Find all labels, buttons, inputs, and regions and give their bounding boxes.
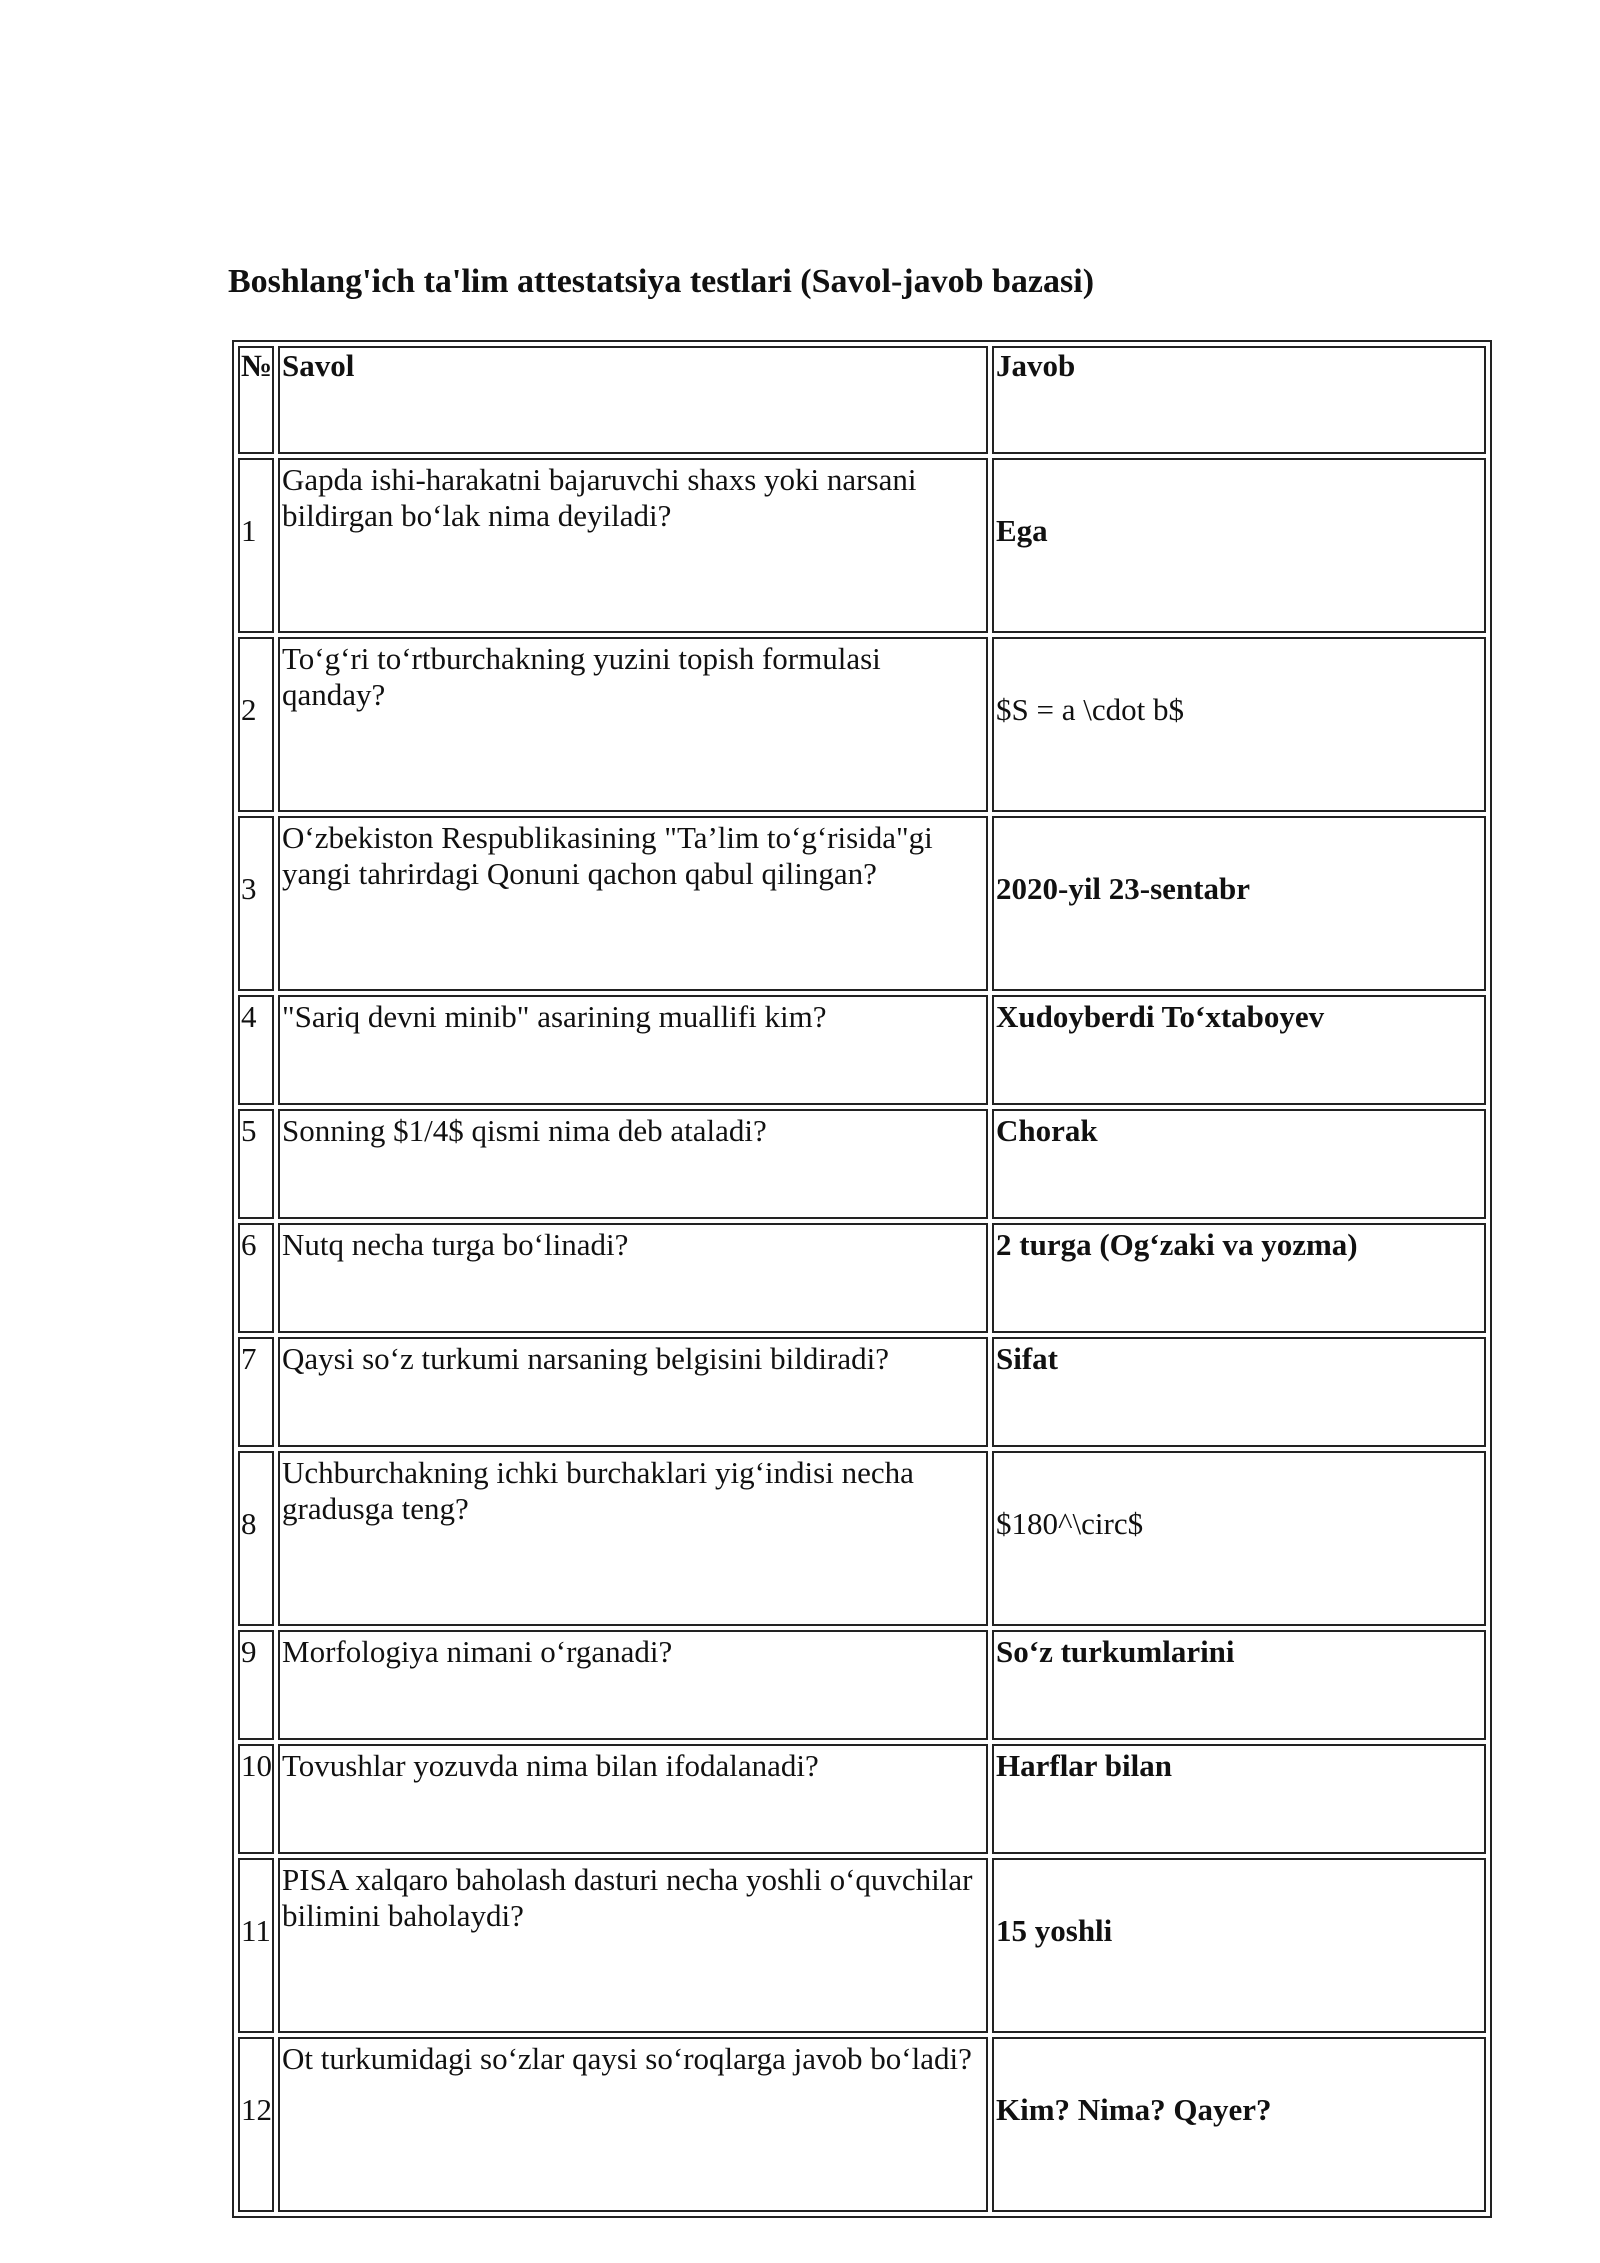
row-answer: Ega [992, 458, 1486, 633]
row-answer: 2020-yil 23-sentabr [992, 816, 1486, 991]
row-question: Nutq necha turga bo‘linadi? [278, 1223, 988, 1333]
row-answer: So‘z turkumlarini [992, 1630, 1486, 1740]
row-question: Qaysi so‘z turkumi narsaning belgisini bildiradi? [278, 1337, 988, 1447]
row-answer: Kim? Nima? Qayer? [992, 2037, 1486, 2212]
row-question: Gapda ishi-harakatni bajaruvchi shaxs yoki narsani bildirgan bo‘lak nima deyiladi? [278, 458, 988, 633]
row-number: 10 [238, 1744, 274, 1854]
table-row [238, 995, 1486, 1105]
row-number: 12 [238, 2037, 274, 2212]
row-answer: Harflar bilan [992, 1744, 1486, 1854]
table-row [238, 1451, 1486, 1626]
row-number: 5 [238, 1109, 274, 1219]
row-question: Tovushlar yozuvda nima bilan ifodalanadi? [278, 1744, 988, 1854]
table-row [238, 1744, 1486, 1854]
row-number: 1 [238, 458, 274, 633]
table-row [238, 1630, 1486, 1740]
qa-table [232, 340, 1492, 2218]
table-row [238, 2037, 1486, 2212]
row-question: Uchburchakning ichki burchaklari yig‘indisi necha gradusga teng? [278, 1451, 988, 1626]
table-row [238, 1337, 1486, 1447]
header-number: № [238, 346, 274, 454]
page-title: Boshlang'ich ta'lim attestatsiya testlari (Savol-javob bazasi) [228, 263, 1095, 300]
row-answer: Xudoyberdi To‘xtaboyev [992, 995, 1486, 1105]
row-number: 7 [238, 1337, 274, 1447]
row-question: Sonning $1/4$ qismi nima deb ataladi? [278, 1109, 988, 1219]
row-question: O‘zbekiston Respublikasining "Ta’lim to‘g‘risida"gi yangi tahrirdagi Qonuni qachon qabul qilingan? [278, 816, 988, 991]
row-answer: Sifat [992, 1337, 1486, 1447]
row-number: 6 [238, 1223, 274, 1333]
row-number: 2 [238, 637, 274, 812]
row-number: 3 [238, 816, 274, 991]
table-row [238, 637, 1486, 812]
row-number: 4 [238, 995, 274, 1105]
row-number: 8 [238, 1451, 274, 1626]
row-question: Morfologiya nimani o‘rganadi? [278, 1630, 988, 1740]
qa-table-body [238, 346, 1486, 2212]
table-row [238, 816, 1486, 991]
row-number: 9 [238, 1630, 274, 1740]
row-question: PISA xalqaro baholash dasturi necha yoshli o‘quvchilar bilimini baholaydi? [278, 1858, 988, 2033]
row-question: To‘g‘ri to‘rtburchakning yuzini topish formulasi qanday? [278, 637, 988, 812]
row-answer: Chorak [992, 1109, 1486, 1219]
table-row [238, 458, 1486, 633]
header-question: Savol [278, 346, 988, 454]
header-answer: Javob [992, 346, 1486, 454]
table-row [238, 1223, 1486, 1333]
row-question: Ot turkumidagi so‘zlar qaysi so‘roqlarga javob bo‘ladi? [278, 2037, 988, 2212]
row-answer: $180^\circ$ [992, 1451, 1486, 1626]
table-header-row [238, 346, 1486, 454]
row-answer: $S = a \cdot b$ [992, 637, 1486, 812]
row-answer: 2 turga (Og‘zaki va yozma) [992, 1223, 1486, 1333]
row-question: "Sariq devni minib" asarining muallifi kim? [278, 995, 988, 1105]
row-answer: 15 yoshli [992, 1858, 1486, 2033]
table-row [238, 1109, 1486, 1219]
row-number: 11 [238, 1858, 274, 2033]
table-row [238, 1858, 1486, 2033]
